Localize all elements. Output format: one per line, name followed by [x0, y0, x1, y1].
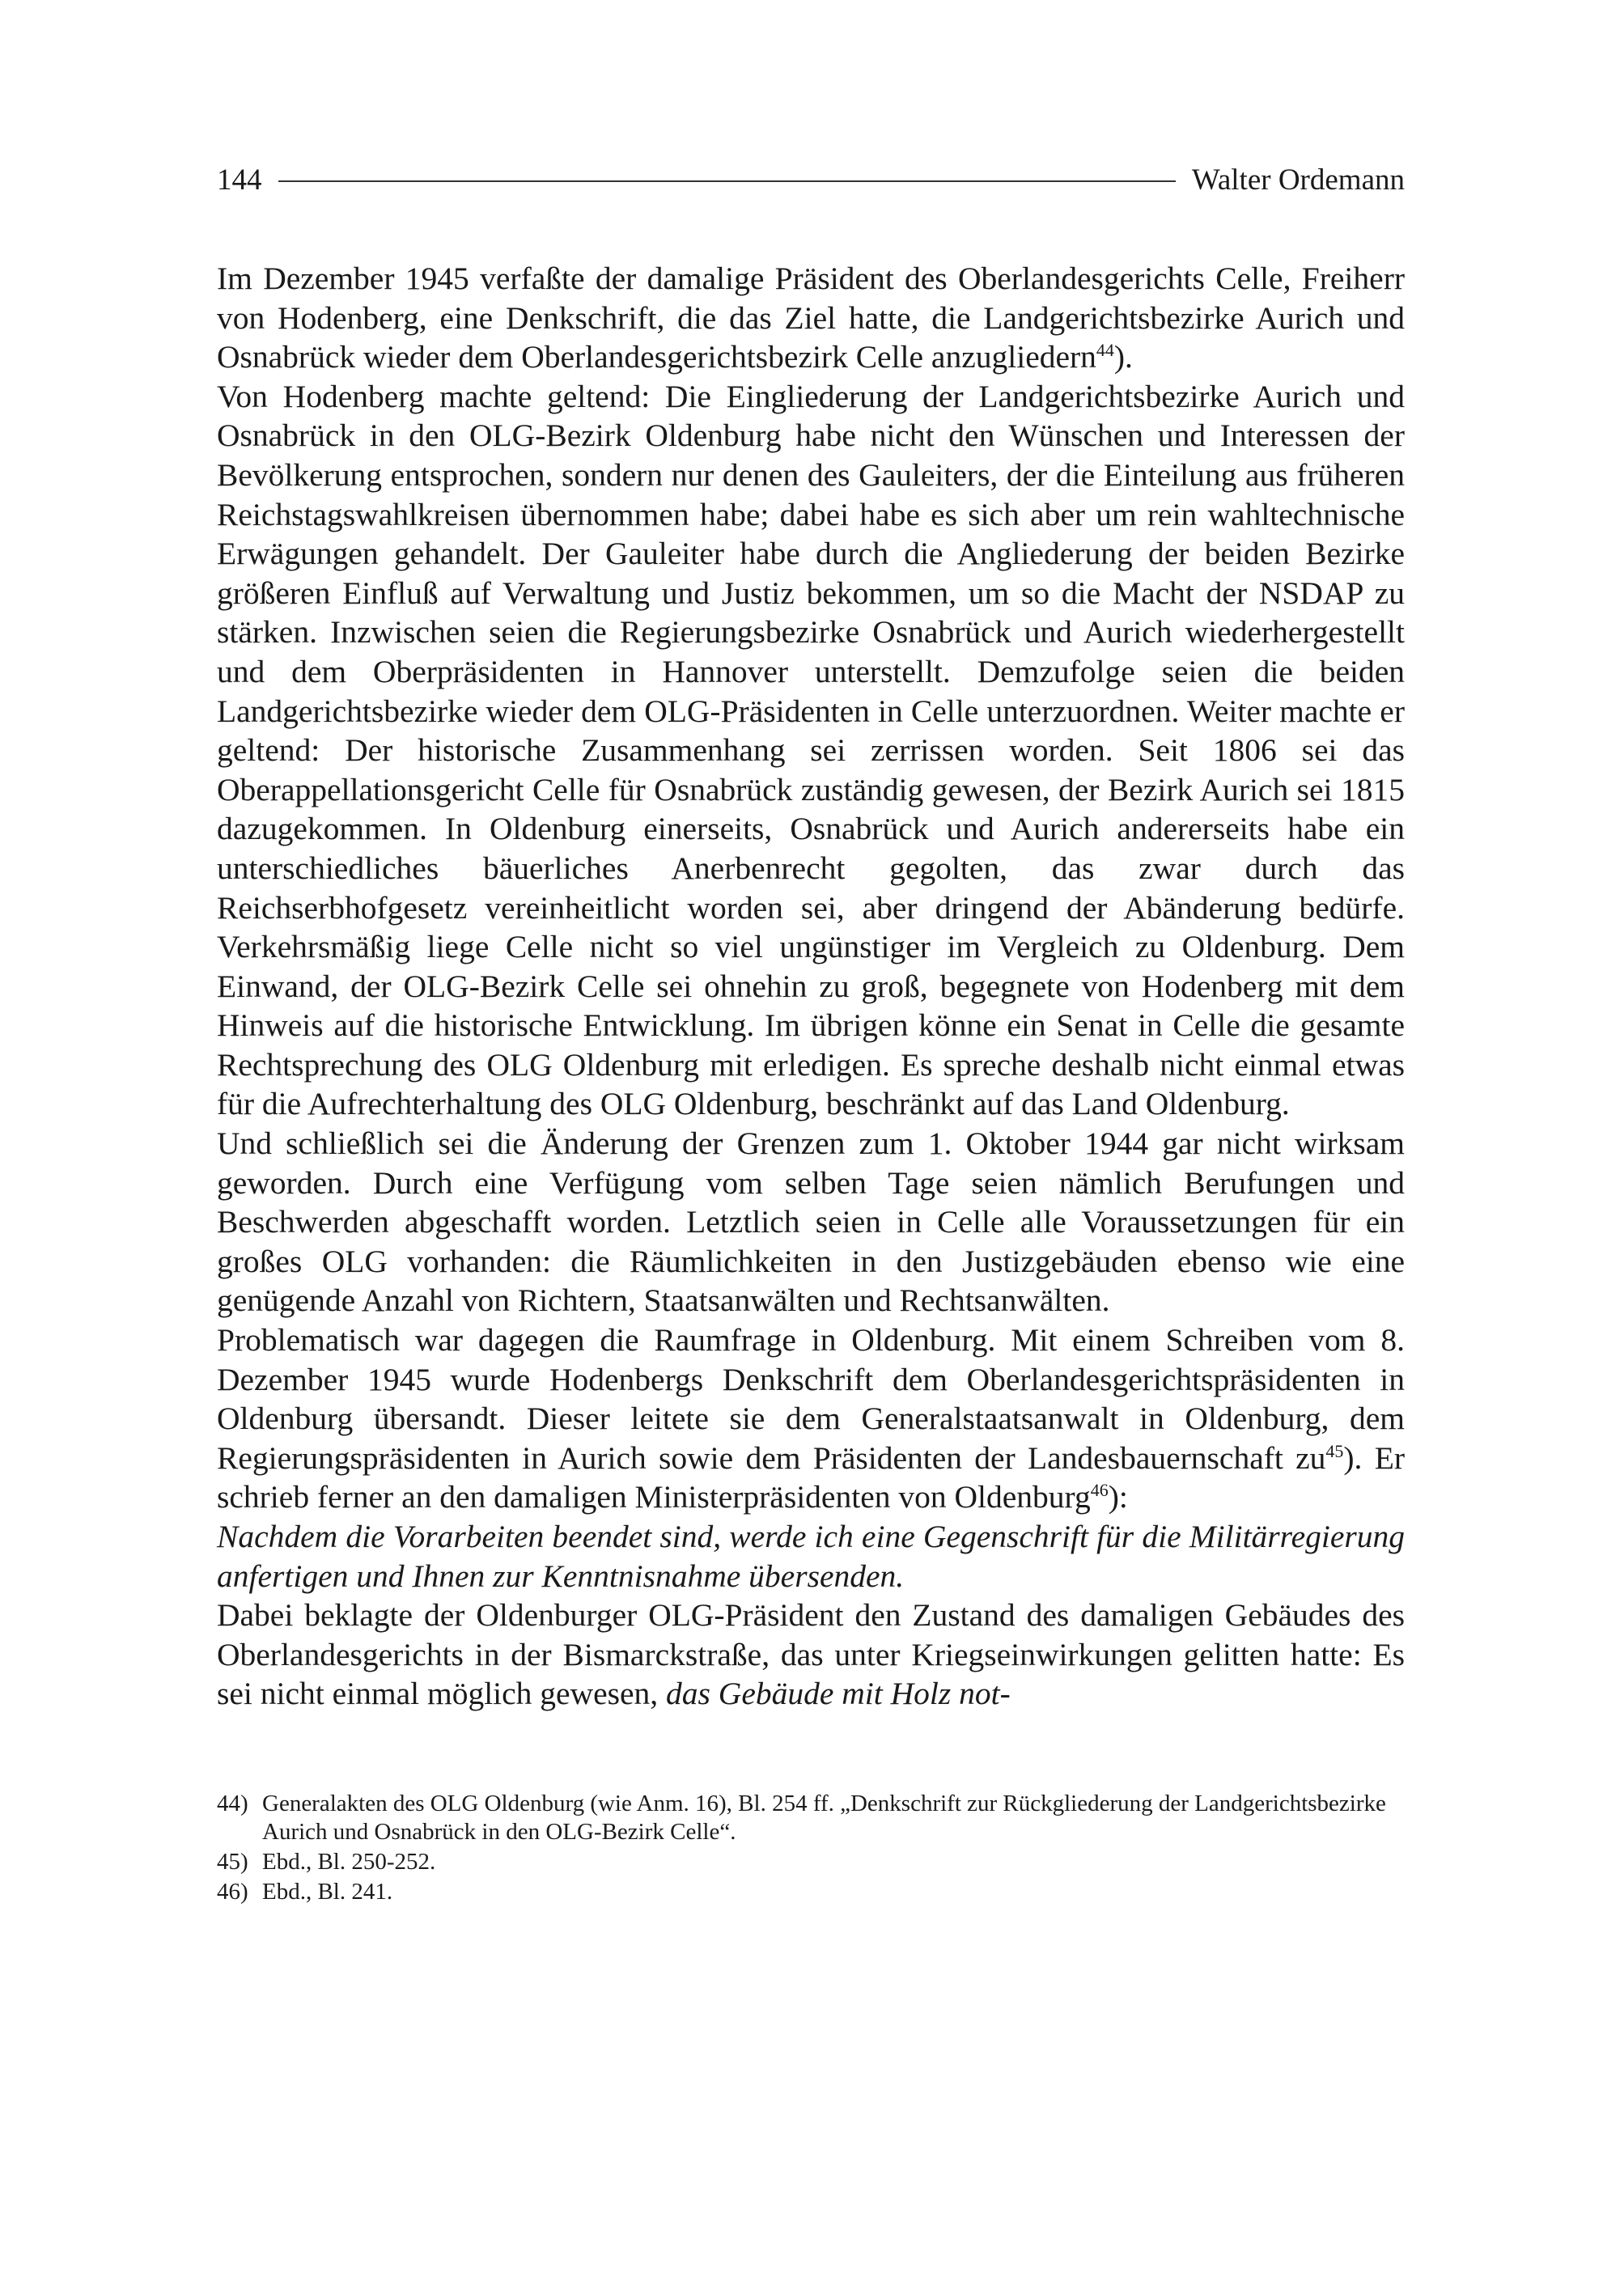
- footnote-ref-44[interactable]: 44: [1096, 340, 1114, 361]
- paragraph-5-text: Dabei beklagte der Oldenburger OLG-Präsident den Zustand des damaligen Gebäudes des Oberlandesgerichts in der Bismarckstraße, das unter Kriegseinwirkungen gelitten hatte: Es sei nicht einmal möglich gewesen,: [217, 1597, 1405, 1712]
- footnote-number: 44): [217, 1790, 248, 1816]
- footnote-ref-45[interactable]: 45: [1325, 1440, 1344, 1461]
- footnote-text: Generalakten des OLG Oldenburg (wie Anm. 16), Bl. 254 ff. „Denkschrift zur Rückgliederung der Landgerichtsbezirke Aurich und Osnabrück in den OLG-Bezirk Celle“.: [262, 1790, 1386, 1845]
- paragraph-1-text: Im Dezember 1945 verfaßte der damalige Präsident des Oberlandesgerichts Celle, Freiherr von Hodenberg, eine Denkschrift, die das Ziel hatte, die Landgerichtsbezirke Aurich und Osnabrück wieder dem Oberlandesgerichtsbezirk Celle anzugliedern: [217, 261, 1405, 375]
- paragraph-2: Von Hodenberg machte geltend: Die Eingliederung der Landgerichtsbezirke Aurich und Osnabrück in den OLG-Bezirk Oldenburg habe nicht den Wünschen und Interessen der Bevölkerung entsprochen, sondern nur denen des Gauleiters, der die Einteilung aus früheren Reichstagswahlkreisen übernommen habe; dabei habe es sich aber um rein wahltechnische Erwägungen gehandelt. Der Gauleiter habe durch die Angliederung der beiden Bezirke größeren Einfluß auf Verwaltung und Justiz bekommen, um so die Macht der NSDAP zu stärken. Inzwischen seien die Regierungsbezirke Osnabrück und Aurich wiederhergestellt und dem Oberpräsidenten in Hannover unterstellt. Demzufolge seien die beiden Landgerichtsbezirke wieder dem OLG-Präsidenten in Celle unterzuordnen. Weiter machte er geltend: Der historische Zusammenhang sei zerrissen worden. Seit 1806 sei das Oberappellationsgericht Celle für Osnabrück zuständig gewesen, der Bezirk Aurich sei 1815 dazugekommen. In Oldenburg einerseits, Osnabrück und Aurich andererseits habe ein unterschiedliches bäuerliches Anerbenrecht gegolten, das zwar durch das Reichserbhofgesetz vereinheitlicht worden sei, aber dringend der Abänderung bedürfe. Verkehrsmäßig liege Celle nicht so viel ungünstiger im Vergleich zu Oldenburg. Dem Einwand, der OLG-Bezirk Celle sei ohnehin zu groß, begegnete von Hodenberg mit dem Hinweis auf die historische Entwicklung. Im übrigen könne ein Senat in Celle die gesamte Rechtsprechung des OLG Oldenburg mit erledigen. Es spreche deshalb nicht einmal etwas für die Aufrechterhaltung des OLG Oldenburg, beschränkt auf das Land Oldenburg.: [217, 378, 1405, 1122]
- running-title: Walter Ordemann: [1191, 163, 1405, 197]
- document-page: [217, 162, 1405, 1906]
- footnote-45: [217, 1848, 1405, 1876]
- footnote-44: [217, 1790, 1405, 1846]
- footnotes: [217, 1790, 1405, 1906]
- footnote-text: Ebd., Bl. 241.: [262, 1878, 393, 1905]
- paragraph-5-italic: das Gebäude mit Holz not-: [666, 1676, 1011, 1712]
- paragraph-1: [217, 259, 1405, 377]
- paragraph-1-end: ).: [1113, 339, 1133, 375]
- paragraph-4: [217, 1320, 1405, 1517]
- page-number: 144: [217, 163, 262, 197]
- body-text: [217, 259, 1405, 1714]
- header-rule: [278, 180, 1176, 182]
- paragraph-4-middle: ). Er schrieb ferner an den damaligen Ministerpräsidenten von Oldenburg: [217, 1439, 1405, 1515]
- footnote-text: Ebd., Bl. 250-252.: [262, 1848, 436, 1875]
- footnote-ref-46[interactable]: 46: [1090, 1480, 1109, 1501]
- paragraph-4-text: Problematisch war dagegen die Raumfrage in Oldenburg. Mit einem Schreiben vom 8. Dezember 1945 wurde Hodenbergs Denkschrift dem Oberlandesgerichtspräsidenten in Oldenburg übersandt. Dieser leitete sie dem Generalstaatsanwalt in Oldenburg, dem Regierungspräsidenten in Aurich sowie dem Präsidenten der Landesbauernschaft zu: [217, 1322, 1405, 1476]
- footnote-46: [217, 1878, 1405, 1906]
- paragraph-5: [217, 1596, 1405, 1714]
- footnote-number: 45): [217, 1848, 248, 1875]
- paragraph-4-end: ):: [1108, 1479, 1128, 1515]
- paragraph-3: Und schließlich sei die Änderung der Grenzen zum 1. Oktober 1944 gar nicht wirksam geworden. Durch eine Verfügung vom selben Tage seien nämlich Berufungen und Beschwerden abgeschafft worden. Letztlich seien in Celle alle Voraussetzungen für ein großes OLG vorhanden: die Räumlichkeiten in den Justizgebäuden ebenso wie eine genügende Anzahl von Richtern, Staatsanwälten und Rechtsanwälten.: [217, 1125, 1405, 1319]
- footnote-number: 46): [217, 1878, 248, 1905]
- running-header: [217, 162, 1405, 197]
- block-quote: Nachdem die Vorarbeiten beendet sind, werde ich eine Gegenschrift für die Militärregierung anfertigen und Ihnen zur Kenntnisnahme übersenden.: [217, 1519, 1405, 1594]
